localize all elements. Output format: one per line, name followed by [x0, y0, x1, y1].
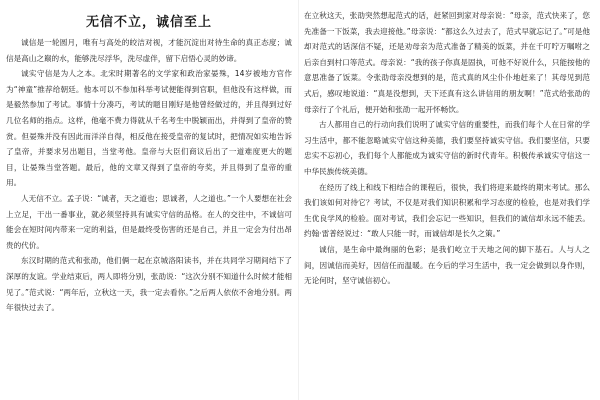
page-divider — [298, 0, 299, 400]
paragraph: 古人都用自己的行动向我们说明了诚实守信的重要性，而我们每个人在日常的学习生活中，都不能忽略诚实守信这种美德，我们要坚持诚实守信。我们要坚信，只要忠实不忘初心，我们每个人都能成为诚实守信的新时代青年。积极传承诚实守信这一中华民族传统美德。 — [304, 120, 590, 176]
paragraph: 在立秋这天，张劭突然想起范式的话，赶紧回到家对母亲说：“母亲，范式快来了，您先准备一下饭菜，我去迎接他。”母亲说：“都这么久过去了，范式早就忘记了。”可是他却对范式的话深信不疑，还是劝母亲为范式准备了精美的饭菜，并在千叮咛万嘱咐之后亲自到村口等范式。母亲说：“我的孩子你真是固执，可他不好说什么，只能按他的意思准备了饭菜。令张劭母亲没想到的是，范式真的风尘仆仆地赶来了！其母见到范式后，感叹地说道：“真是没想到，天下还真有这么讲信用的朋友啊！”范式给张劭的母亲行了个礼后，便开始和张劭一起开怀畅饮。 — [304, 11, 590, 114]
paragraph: 诚实守信是为人之本。北宋时期著名的文学家和政治家晏殊，14岁被地方官作为“神童”推荐给朝廷。他本可以不参加科举考试便能得到官职，但他没有这样做，而是毅然参加了考试。事情十分凑巧，考试的题目刚好是他曾经做过的，并且得到过好几位名师的指点。这样，他毫不费力得就从千名考生中脱颖而出，并得到了皇帝的赞赏。但晏殊并没有因此而洋洋自得，相反他在接受皇帝的复试时，把情况如实地告诉了皇帝，并要求另出题目，当堂考他。皇帝与大臣们商议后出了一道难度更大的题目，让晏殊当堂答题。最后，他的文章又得到了皇帝的夸奖，并且得到了皇帝的重用。 — [6, 69, 292, 188]
paragraph: 人无信不立。孟子说：“诚者，天之道也；思诚者，人之道也。”一个人要想在社会上立足，干出一番事业，就必须坚持具有诚实守信的品格。在人的交往中，不诚信可能会在短时间内带来一定的利益，但是最终受伤害的还是自己，并且一定会为付出昂贵的代价。 — [6, 193, 292, 250]
paragraph: 在经历了线上和线下相结合的课程后，很快，我们将迎来最终的期末考试。那么我们该如何对待它？考试，不仅是对我们知识积累和学习态度的检验，也是对我们学生优良学风的检验。面对考试，我们会忘记一些知识，但我们的诚信却永远不能丢。约翰·雷普经说过：“敢人只能一时，而诚信却是长久之策。” — [304, 182, 590, 239]
left-column — [6, 14, 292, 316]
paragraph: 诚信，是生命中最绚丽的色彩；是我们屹立于天地之间的脚下基石。人与人之间，因诚信而美好，因信任而温暖。在今后的学习生活中，我一定会做到以身作则，无论何时，坚守诚信初心。 — [304, 244, 590, 286]
essay-title: 无信不立，诚信至上 — [85, 15, 212, 30]
right-column — [304, 8, 590, 289]
paragraph: 诚信是一轮圆月，唯有与高处的皎洁对视，才能沉淀出对待生命的真正态度；诚信是高山之巅的水，能够洗尽浮华，洗尽虚伴，留下启悟心灵的妙谛。 — [6, 38, 292, 63]
paragraph: 东汉时期的范式和张劭，他们俩一起在京城洛阳读书，并在共同学习期间结下了深厚的友谊。学业结束后，两人即将分别，张劭说：“这次分别不知道什么时候才能相见了。”范式说：“两年后，立秋这一天，我一定去看你。”之后两人依依不舍地分别。两年很快过去了。 — [6, 256, 292, 313]
